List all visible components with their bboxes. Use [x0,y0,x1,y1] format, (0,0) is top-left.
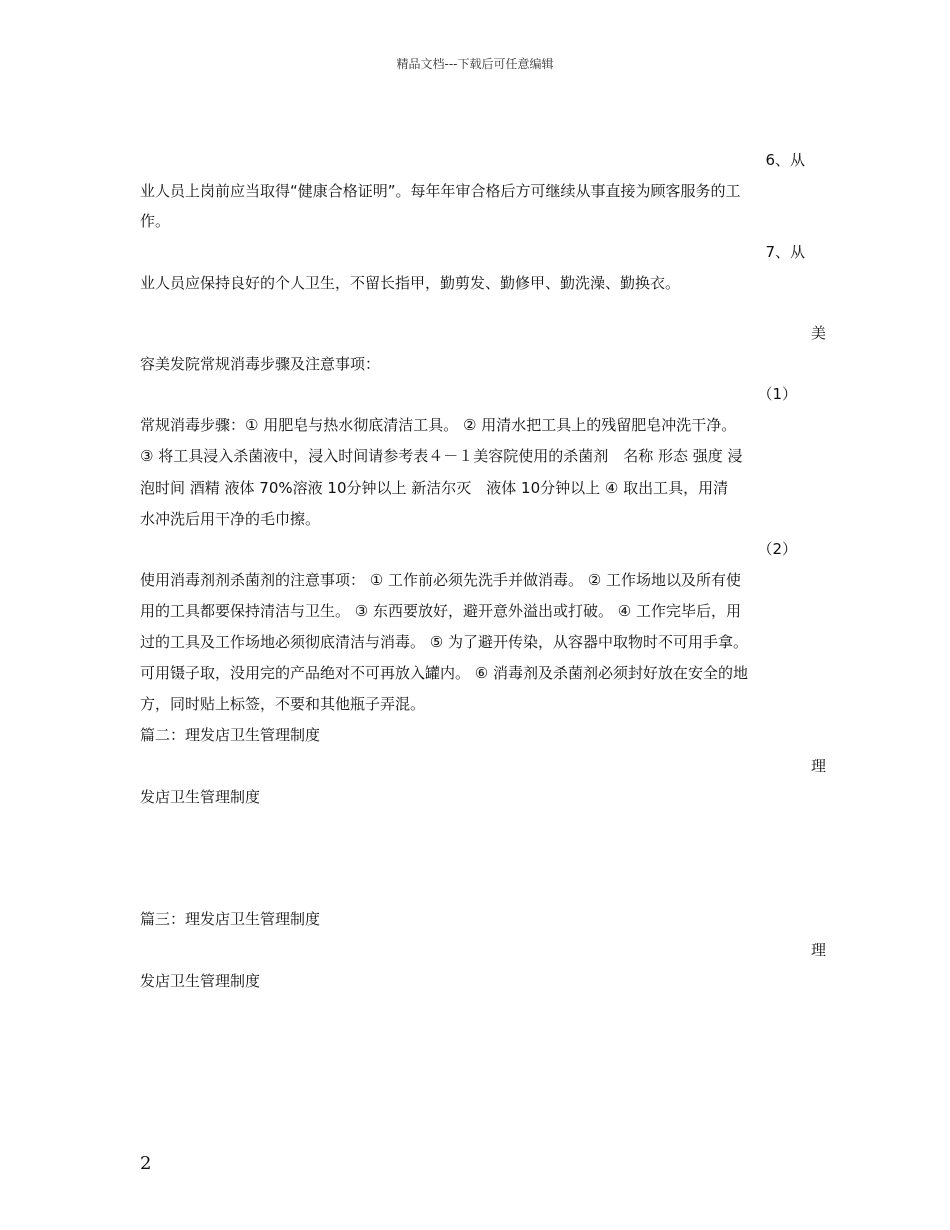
page-number: 2 [140,1153,152,1174]
part2-title: 发店卫生管理制度 [140,788,261,806]
steps-line-3: 泡时间 酒精 液体 70%溶液 10分钟以上 新洁尔灭 液体 10分钟以上 ④ 取出工具，用清 [140,479,729,497]
part2-heading: 篇二：理发店卫生管理制度 [140,726,321,744]
steps-number: （1） [757,385,797,403]
section-title-lead: 美 [810,324,826,342]
part3-title-lead: 理 [810,941,826,959]
precautions-line-5: 方，同时贴上标签，不要和其他瓶子弄混。 [140,695,426,713]
precautions-line-4: 可用镊子取，没用完的产品绝对不可再放入罐内。 ⑥ 消毒剂及杀菌剂必须封好放在安全的地 [140,664,748,682]
precautions-line-2: 用的工具都要保持清洁与卫生。 ③ 东西要放好，避开意外溢出或打破。 ④ 工作完毕后，用 [140,602,741,620]
part2-title-lead: 理 [810,757,826,775]
item-6-line-2: 作。 [140,212,171,230]
part3-title: 发店卫生管理制度 [140,972,261,990]
item-7-line-1: 业人员应保持良好的个人卫生，不留长指甲，勤剪发、勤修甲、勤洗澡、勤换衣。 [140,274,681,292]
steps-line-1: 常规消毒步骤：① 用肥皂与热水彻底清洁工具。 ② 用清水把工具上的残留肥皂冲洗干净。 [140,416,737,434]
item-number-7: 7、从 [765,243,805,261]
section-title: 容美发院常规消毒步骤及注意事项： [140,355,381,373]
part3-heading: 篇三：理发店卫生管理制度 [140,910,321,928]
precautions-line-3: 过的工具及工作场地必须彻底清洁与消毒。 ⑤ 为了避开传染，从容器中取物时不可用手拿。 [140,633,748,651]
page-header: 精品文档---下载后可任意编辑 [396,57,554,71]
precautions-line-1: 使用消毒剂剂杀菌剂的注意事项： ① 工作前必须先洗手并做消毒。 ② 工作场地以及所有使 [140,571,741,589]
item-6-line-1: 业人员上岗前应当取得“健康合格证明”。每年年审合格后方可继续从事直接为顾客服务的工 [140,182,741,200]
steps-line-2: ③ 将工具浸入杀菌液中，浸入时间请参考表４－１美容院使用的杀菌剂 名称 形态 强度 浸 [140,447,743,465]
precautions-number: （2） [757,540,797,558]
item-number-6: 6、从 [765,151,805,169]
steps-line-4: 水冲洗后用干净的毛巾擦。 [140,510,321,528]
